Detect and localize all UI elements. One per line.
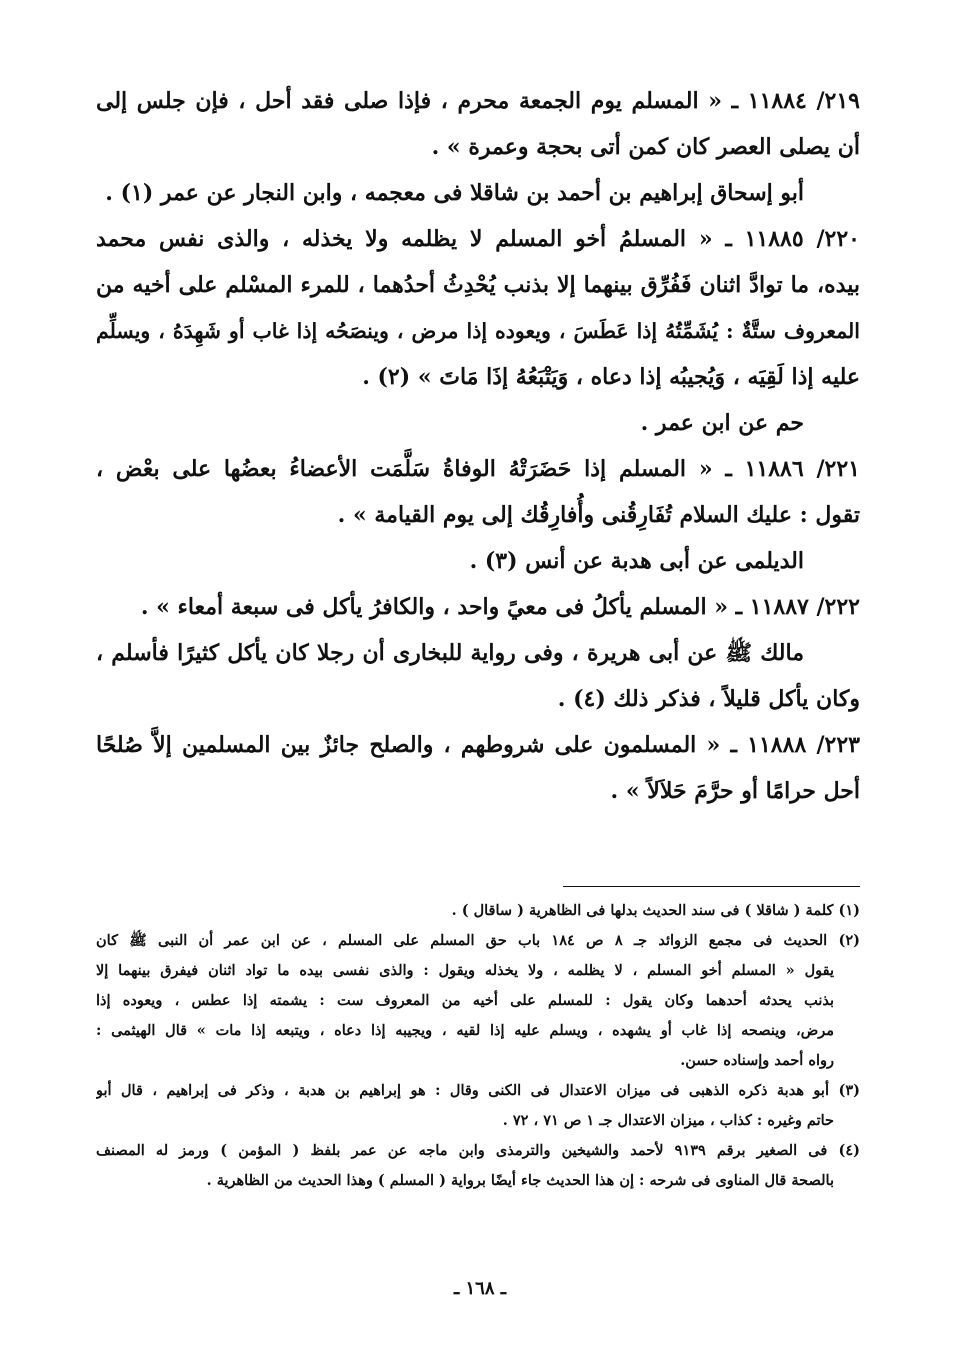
hadith-220-line-2: بيده، ما توادَّ اثنان فَفُرِّق بينهما إلا بذنب يُحْدِثُ أحدُهما ، للمرء المسْلم على أخيه من	[96, 272, 860, 298]
hadith-223-line-1: ٢٢٣/ ١١٨٨٨ ـ « المسلمون على شروطهم ، والصلح جائزٌ بين المسلمين إلاَّ صُلحًا	[96, 732, 860, 758]
footnote-2-line-4: مرض، وينصحه إذا غاب أو يشهده ، ويسلم عليه إذا لقيه ، ويجيبه إذا دعاه ، ويتبعه إذا مات » قال الهيثمى :	[96, 1022, 834, 1039]
footnote-1: (١) كلمة ( شاقلا ) فى سند الحديث بدلها فى الظاهرية ( ساقال ) .	[451, 902, 860, 919]
hadith-222-source-line-2: وكان يأكل قليلاً ، فذكر ذلك (٤) .	[557, 686, 860, 712]
footnote-3-line-2: حاتم وغيره : كذاب ، ميزان الاعتدال جـ ١ ص ٧١ ، ٧٢ .	[502, 1112, 834, 1129]
footnote-divider	[563, 886, 860, 887]
hadith-220-line-3: المعروف ستَّةٌ : يُشَمِّتُهُ إذا عَطَسَ ، ويعوده إذا مرض ، وينصَحُه إذا غاب أو شَهِدَهُ ، ويسلِّم	[96, 319, 860, 343]
footnote-2-line-1: (٢) الحديث فى مجمع الزوائد جـ ٨ ص ١٨٤ باب حق المسلم على المسلم ، عن ابن عمر أن النبى ﷺ كان	[96, 932, 860, 949]
hadith-221-line-1: ٢٢١/ ١١٨٨٦ ـ « المسلم إذا حَضَرَتْهُ الوفاةُ سَلَّمَت الأعضاءُ بعضُها على بعْض ،	[96, 456, 860, 482]
hadith-222-line-1: ٢٢٢/ ١١٨٨٧ ـ « المسلم يأكلُ فى معيً واحد ، والكافرُ يأكل فى سبعة أمعاء » .	[140, 594, 860, 620]
hadith-220-source: حم عن ابن عمر .	[640, 410, 804, 436]
hadith-221-line-2: تقول : عليك السلام تُفَارِقُنى وأُفارِقُك إلى يوم القيامة » .	[337, 502, 860, 528]
hadith-219-source: أبو إسحاق إبراهيم بن أحمد بن شاقلا فى معجمه ، وابن النجار عن عمر (١) .	[105, 180, 804, 206]
page-number: ـ ١٦٨ ـ	[453, 1278, 507, 1299]
hadith-219-line-2: أن يصلى العصر كان كمن أتى بحجة وعمرة » .	[431, 134, 860, 160]
hadith-221-source: الديلمى عن أبى هدبة عن أنس (٣) .	[469, 548, 804, 574]
footnote-3-line-1: (٣) أبو هدبة ذكره الذهبى فى ميزان الاعتدال فى الكنى وقال : هو إبراهيم بن هدبة ، وذكر فى إبراهيم ، قال أبو	[96, 1082, 860, 1099]
hadith-222-source-line-1: مالك ﷺ عن أبى هريرة ، وفى رواية للبخارى أن رجلا كان يأكل كثيرًا فأسلم ،	[96, 640, 804, 666]
footnote-2-line-3: بذنب يحدثه أحدهما وكان يقول : للمسلم على أخيه من المعروف ست : يشمته إذا عطس ، ويعوده إذا	[96, 992, 834, 1009]
footnotes	[96, 896, 860, 1196]
hadith-223-line-2: أحل حرامًا أو حرَّمَ حَلاَلاً » .	[610, 778, 860, 804]
main-text	[96, 78, 860, 814]
hadith-220-line-4: عليه إذا لَقِيَه ، وَيُجيبُه إذا دعاه ، وَيَتْبَعُهُ إذَا مَاتَ » (٢) .	[362, 364, 860, 390]
footnote-2-line-5: رواه أحمد وإسناده حسن.	[680, 1052, 834, 1069]
footnote-4-line-1: (٤) فى الصغير برقم ٩١٣٩ لأحمد والشيخين والترمذى وابن ماجه عن عمر بلفظ ( المؤمن ) ورمز له المصنف	[96, 1142, 860, 1159]
hadith-220-line-1: ٢٢٠/ ١١٨٨٥ ـ « المسلمُ أخو المسلم لا يظلمه ولا يخذله ، والذى نفس محمد	[96, 226, 860, 252]
footnote-2-line-2: يقول « المسلم أخو المسلم ، لا يظلمه ، ولا يخذله ويقول : والذى نفسى بيده ما تواد اثنان فيفرق بينهما إلا	[96, 962, 834, 979]
hadith-219-line-1: ٢١٩/ ١١٨٨٤ ـ « المسلم يوم الجمعة محرم ، فإذا صلى فقد أحل ، فإن جلس إلى	[96, 88, 860, 114]
footnote-4-line-2: بالصحة قال المناوى فى شرحه : إن هذا الحديث جاء أيضًا برواية ( المسلم ) وهذا الحديث من الظاهرية .	[206, 1172, 834, 1189]
